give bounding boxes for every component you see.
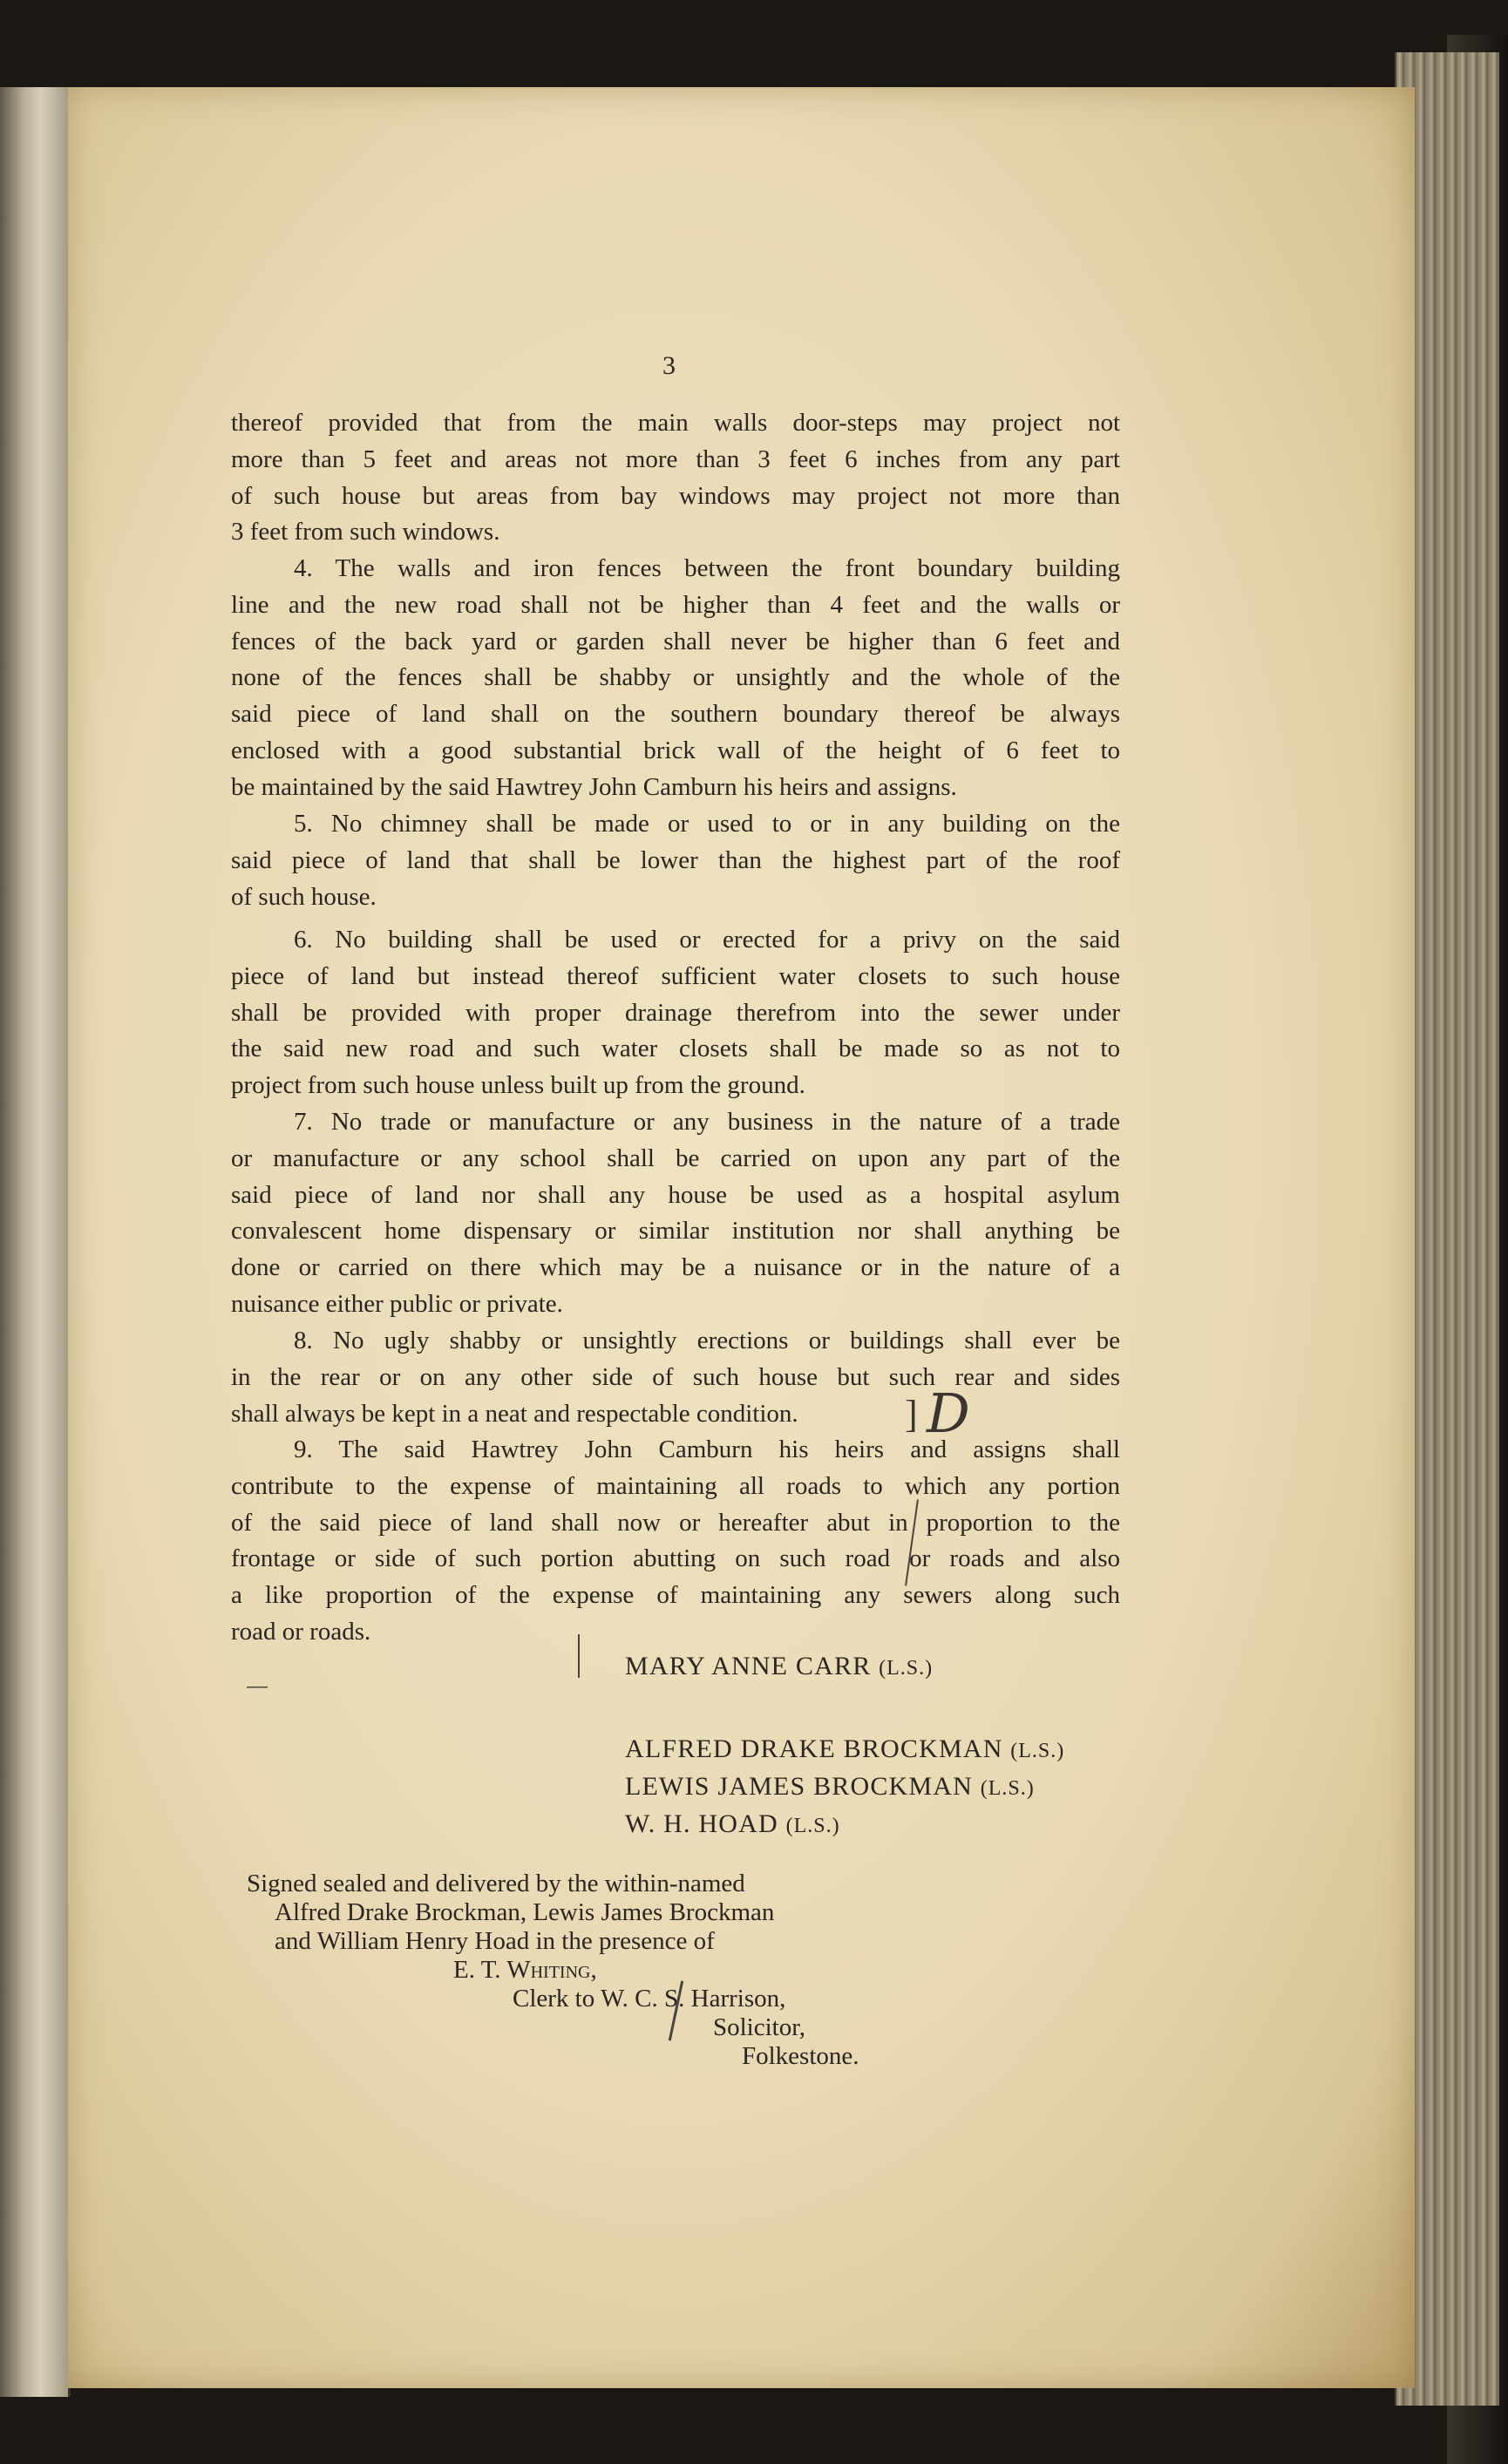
seal-mark: (L.S.) bbox=[1010, 1740, 1065, 1762]
paragraph-continuation bbox=[231, 405, 1120, 551]
witness-name: E. T. Whiting, bbox=[453, 1956, 597, 1984]
clause-4 bbox=[231, 551, 1120, 806]
text-line: fences of the back yard or garden shall never be higher than 6 feet and bbox=[231, 627, 1120, 655]
clause-9 bbox=[231, 1432, 1120, 1651]
text-line: shall be provided with proper drainage therefrom into the sewer under bbox=[231, 998, 1120, 1027]
text-line: 8. No ugly shabby or unsightly erections or buildings shall ever be bbox=[294, 1327, 1120, 1354]
pen-dash: ⎯⎯ bbox=[247, 1675, 268, 1698]
text-line: said piece of land that shall be lower than the highest part of the roof bbox=[231, 845, 1120, 874]
text-line: enclosed with a good substantial brick wall of the height of 6 feet to bbox=[231, 736, 1120, 764]
text-line: thereof provided that from the main walls door-steps may project not bbox=[231, 409, 1120, 437]
text-line: of such house but areas from bay windows may project not more than bbox=[231, 481, 1120, 510]
text-line: of the said piece of land shall now or hereafter abut in proportion to the bbox=[231, 1508, 1120, 1537]
clause-5 bbox=[231, 806, 1120, 915]
seal-mark: (L.S.) bbox=[785, 1815, 840, 1837]
signatory-name: W. H. HOAD bbox=[625, 1809, 778, 1838]
text-line: more than 5 feet and areas not more than 3 feet 6 inches from any part bbox=[231, 445, 1120, 473]
text-line: said piece of land shall on the southern boundary thereof be always bbox=[231, 700, 1120, 729]
text-line: piece of land but instead thereof sufficient water closets to such house bbox=[231, 961, 1120, 990]
witness-role: Clerk to W. C. S. Harrison, bbox=[513, 1985, 786, 2013]
seal-mark: (L.S.) bbox=[980, 1777, 1035, 1800]
text-line: 3 feet from such windows. bbox=[231, 518, 500, 546]
text-line: frontage or side of such portion abutting on such road or roads and also bbox=[231, 1544, 1120, 1573]
text-line: 4. The walls and iron fences between the front boundary building bbox=[294, 554, 1120, 582]
seal-mark: (L.S.) bbox=[879, 1657, 934, 1680]
signatory-name: LEWIS JAMES BROCKMAN bbox=[625, 1772, 974, 1801]
text-line: 5. No chimney shall be made or used to or in any building on the bbox=[294, 810, 1120, 838]
text-line: done or carried on there which may be a nuisance or in the nature of a bbox=[231, 1253, 1120, 1282]
attestation-line: Signed sealed and delivered by the within-named bbox=[247, 1870, 745, 1897]
text-line: road or roads. bbox=[231, 1617, 371, 1646]
text-line: the said new road and such water closets shall be made so as not to bbox=[231, 1035, 1120, 1063]
attestation-line: and William Henry Hoad in the presence of bbox=[275, 1927, 715, 1955]
handwritten-bracket: ] bbox=[905, 1393, 918, 1436]
clause-6 bbox=[231, 922, 1120, 1104]
clause-8 bbox=[231, 1323, 1120, 1432]
text-line: 9. The said Hawtrey John Camburn his heirs and assigns shall bbox=[294, 1436, 1120, 1463]
signatory-alfred-brockman bbox=[625, 1734, 1064, 1764]
witness-title: Solicitor, bbox=[713, 2013, 805, 2041]
text-line: contribute to the expense of maintaining all roads to which any portion bbox=[231, 1471, 1120, 1500]
text-line: none of the fences shall be shabby or unsightly and the whole of the bbox=[231, 663, 1120, 692]
text-line: convalescent home dispensary or similar institution nor shall anything be bbox=[231, 1217, 1120, 1246]
signatory-lewis-brockman bbox=[625, 1772, 1035, 1802]
text-line: in the rear or on any other side of such house but such rear and sides bbox=[231, 1362, 1120, 1391]
book-binding bbox=[0, 87, 71, 2397]
signatory-carr bbox=[625, 1652, 933, 1681]
attestation-line: Alfred Drake Brockman, Lewis James Brockman bbox=[275, 1898, 775, 1926]
text-line: 6. No building shall be used or erected for a privy on the said bbox=[294, 926, 1120, 954]
text-line: 7. No trade or manufacture or any business in the nature of a trade bbox=[294, 1108, 1120, 1136]
text-line: a like proportion of the expense of maintaining any sewers along such bbox=[231, 1581, 1120, 1610]
signatory-name: MARY ANNE CARR bbox=[625, 1652, 872, 1680]
text-line: line and the new road shall not be higher than 4 feet and the walls or bbox=[231, 590, 1120, 619]
clause-7 bbox=[231, 1104, 1120, 1323]
text-line: project from such house unless built up from the ground. bbox=[231, 1071, 805, 1100]
page-number: 3 bbox=[662, 351, 676, 380]
text-line: be maintained by the said Hawtrey John Camburn his heirs and assigns. bbox=[231, 772, 957, 801]
signatory-hoad bbox=[625, 1809, 840, 1839]
text-line: said piece of land nor shall any house be used as a hospital asylum bbox=[231, 1180, 1120, 1209]
pen-stroke bbox=[578, 1634, 580, 1678]
text-line: shall always be kept in a neat and respectable condition. bbox=[231, 1399, 798, 1428]
handwritten-mark: D bbox=[927, 1381, 970, 1445]
signatory-name: ALFRED DRAKE BROCKMAN bbox=[625, 1734, 1003, 1763]
text-line: nuisance either public or private. bbox=[231, 1289, 563, 1318]
text-line: or manufacture or any school shall be carried on upon any part of the bbox=[231, 1144, 1120, 1172]
text-line: of such house. bbox=[231, 882, 377, 911]
witness-place: Folkestone. bbox=[742, 2042, 859, 2070]
